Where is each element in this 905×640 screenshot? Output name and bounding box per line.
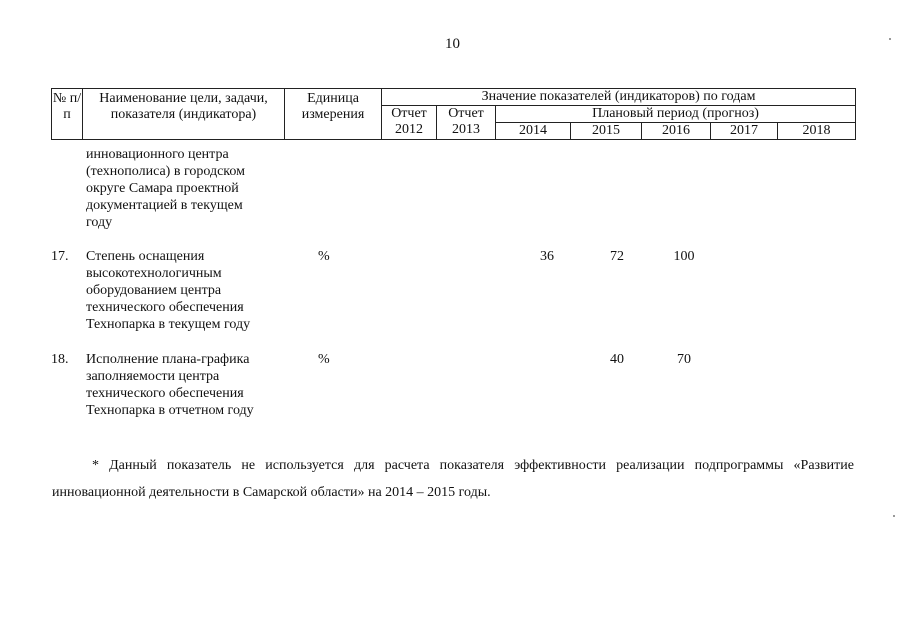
row-17-2014: 36 [540,249,554,264]
indicator-table-header [51,88,856,140]
header-year-2018: 2018 [778,123,856,140]
header-plan-period: Плановый период (прогноз) [496,106,856,123]
header-year-2014: 2014 [496,123,571,140]
row-17-2015: 72 [610,249,624,264]
row-18-2015: 40 [610,352,624,367]
row-17-unit: % [318,249,330,264]
row-18-num: 18. [51,352,69,367]
continued-name: инновационного центра (технополиса) в городском округе Самара проектной документацией в текущем году [86,147,245,230]
header-report-2013: Отчет 2013 [437,106,496,140]
scan-speck [893,515,895,517]
header-values: Значение показателей (индикаторов) по годам [382,89,856,106]
header-year-2015: 2015 [571,123,642,140]
row-17-name: Степень оснащения высокотехнологичным оборудованием центра технического обеспечения Технопарка в текущем году [86,249,251,332]
header-name: Наименование цели, задачи, показателя (индикатора) [83,89,285,140]
page-number: 10 [445,36,460,52]
header-year-2016: 2016 [642,123,711,140]
row-18-unit: % [318,352,330,367]
row-17-num: 17. [51,249,69,264]
header-report-2012: Отчет 2012 [382,106,437,140]
header-year-2017: 2017 [711,123,778,140]
row-18-name: Исполнение плана-графика заполняемости центра технического обеспечения Технопарка в отчетном году [86,352,254,418]
footnote: * Данный показатель не используется для расчета показателя эффективности реализации подпрограммы «Развитие инновационной деятельности в Самарской области» на 2014 – 2015 годы. [52,458,854,500]
row-18-2016: 70 [677,352,691,367]
header-num: № п/п [52,89,83,140]
header-unit: Единица измерения [285,89,382,140]
row-17-2016: 100 [673,249,695,264]
scan-speck [889,38,891,40]
